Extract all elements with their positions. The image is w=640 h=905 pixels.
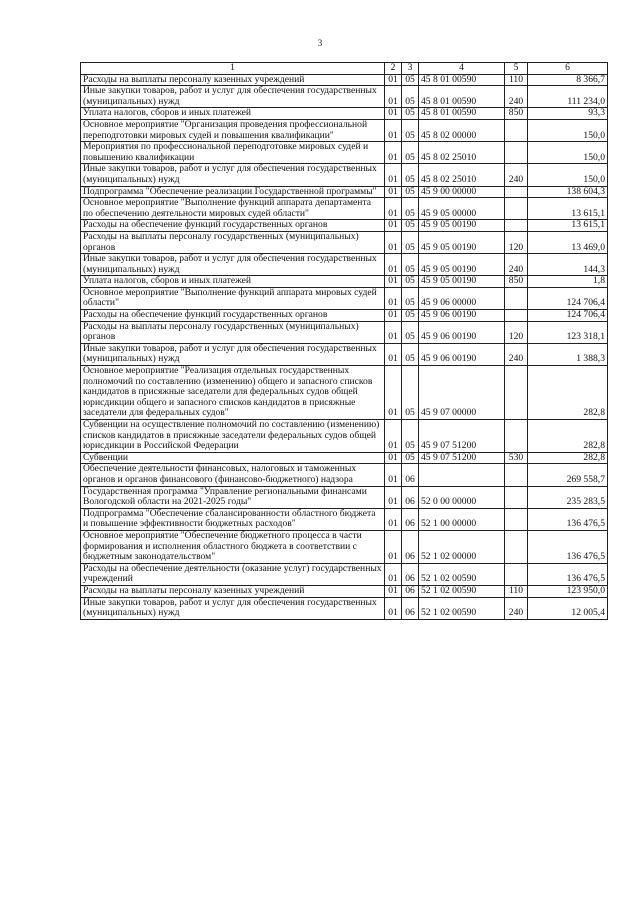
amount-cell: 123 950,0 xyxy=(528,585,608,597)
section-code-cell: 01 xyxy=(385,254,402,276)
expense-type-cell xyxy=(505,287,528,309)
target-article-cell: 45 9 07 51200 xyxy=(419,452,505,464)
subsection-code-cell: 05 xyxy=(402,119,419,141)
subsection-code-cell: 05 xyxy=(402,142,419,164)
table-row xyxy=(81,597,608,619)
section-code-cell: 01 xyxy=(385,321,402,343)
table-row xyxy=(81,420,608,453)
expense-type-cell xyxy=(505,464,528,486)
amount-cell: 235 283,5 xyxy=(528,486,608,508)
amount-cell: 8 366,7 xyxy=(528,74,608,86)
row-name-cell: Иные закупки товаров, работ и услуг для обеспечения государственных (муниципальных) нужд xyxy=(81,597,385,619)
table-row xyxy=(81,563,608,585)
subsection-code-cell: 05 xyxy=(402,164,419,186)
table-row xyxy=(81,287,608,309)
table-row xyxy=(81,186,608,198)
amount-cell: 136 476,5 xyxy=(528,563,608,585)
amount-cell: 13 615,1 xyxy=(528,198,608,220)
row-name-cell: Подпрограмма "Обеспечение сбалансированности областного бюджета и повышение эффективности бюджетных расходов" xyxy=(81,508,385,530)
target-article-cell: 45 9 06 00190 xyxy=(419,310,505,322)
section-code-cell: 01 xyxy=(385,464,402,486)
target-article-cell: 45 8 01 00590 xyxy=(419,86,505,108)
section-code-cell: 01 xyxy=(385,142,402,164)
subsection-code-cell: 06 xyxy=(402,464,419,486)
table-row xyxy=(81,119,608,141)
subsection-code-cell: 05 xyxy=(402,254,419,276)
subsection-code-cell: 05 xyxy=(402,231,419,253)
section-code-cell: 01 xyxy=(385,585,402,597)
target-article-cell: 45 9 07 00000 xyxy=(419,366,505,420)
table-row xyxy=(81,452,608,464)
row-name-cell: Иные закупки товаров, работ и услуг для обеспечения государственных (муниципальных) нужд xyxy=(81,254,385,276)
section-code-cell: 01 xyxy=(385,164,402,186)
subsection-code-cell: 05 xyxy=(402,366,419,420)
expense-type-cell: 850 xyxy=(505,108,528,120)
subsection-code-cell: 05 xyxy=(402,321,419,343)
expense-type-cell: 240 xyxy=(505,86,528,108)
table-row xyxy=(81,86,608,108)
target-article-cell: 52 1 02 00590 xyxy=(419,585,505,597)
expense-type-cell xyxy=(505,220,528,232)
subsection-code-cell: 05 xyxy=(402,276,419,288)
budget-table xyxy=(80,62,608,620)
row-name-cell: Основное мероприятие "Выполнение функций аппарата департамента по обеспечению деятельности мировых судей области" xyxy=(81,198,385,220)
expense-type-cell xyxy=(505,530,528,563)
table-row xyxy=(81,164,608,186)
table-row xyxy=(81,254,608,276)
target-article-cell: 52 1 02 00590 xyxy=(419,563,505,585)
table-row xyxy=(81,530,608,563)
amount-cell: 124 706,4 xyxy=(528,310,608,322)
expense-type-cell: 120 xyxy=(505,321,528,343)
expense-type-cell xyxy=(505,142,528,164)
expense-type-cell: 240 xyxy=(505,254,528,276)
amount-cell: 282,8 xyxy=(528,420,608,453)
expense-type-cell xyxy=(505,508,528,530)
row-name-cell: Субвенции на осуществление полномочий по составлению (изменению) списков кандидатов в присяжные заседатели федеральных судов общей юрисдикции в Российской Федерации xyxy=(81,420,385,453)
expense-type-cell xyxy=(505,186,528,198)
target-article-cell: 45 9 05 00190 xyxy=(419,254,505,276)
table-row xyxy=(81,231,608,253)
row-name-cell: Субвенции xyxy=(81,452,385,464)
target-article-cell: 45 9 06 00190 xyxy=(419,321,505,343)
amount-cell: 282,8 xyxy=(528,366,608,420)
target-article-cell: 45 9 05 00190 xyxy=(419,220,505,232)
expense-type-cell xyxy=(505,366,528,420)
subsection-code-cell: 06 xyxy=(402,530,419,563)
amount-cell: 150,0 xyxy=(528,164,608,186)
target-article-cell xyxy=(419,464,505,486)
target-article-cell: 45 9 00 00000 xyxy=(419,186,505,198)
section-code-cell: 01 xyxy=(385,276,402,288)
header-row xyxy=(81,63,608,75)
subsection-code-cell: 05 xyxy=(402,198,419,220)
subsection-code-cell: 05 xyxy=(402,186,419,198)
target-article-cell: 45 9 05 00190 xyxy=(419,231,505,253)
row-name-cell: Основное мероприятие "Организация проведения профессиональной переподготовки мировых судей и повышения квалификации" xyxy=(81,119,385,141)
header-cell: 4 xyxy=(419,63,505,75)
target-article-cell: 52 1 00 00000 xyxy=(419,508,505,530)
target-article-cell: 45 8 02 25010 xyxy=(419,142,505,164)
header-cell: 6 xyxy=(528,63,608,75)
table-row xyxy=(81,142,608,164)
expense-type-cell xyxy=(505,310,528,322)
section-code-cell: 01 xyxy=(385,119,402,141)
amount-cell: 144,3 xyxy=(528,254,608,276)
table-row xyxy=(81,220,608,232)
row-name-cell: Расходы на выплаты персоналу казенных учреждений xyxy=(81,585,385,597)
row-name-cell: Иные закупки товаров, работ и услуг для обеспечения государственных (муниципальных) нужд xyxy=(81,164,385,186)
amount-cell: 136 476,5 xyxy=(528,530,608,563)
row-name-cell: Подпрограмма "Обеспечение реализации Государственной программы" xyxy=(81,186,385,198)
table-row xyxy=(81,508,608,530)
expense-type-cell: 240 xyxy=(505,164,528,186)
subsection-code-cell: 05 xyxy=(402,74,419,86)
row-name-cell: Мероприятия по профессиональной переподготовке мировых судей и повышению квалификации xyxy=(81,142,385,164)
expense-type-cell: 240 xyxy=(505,597,528,619)
target-article-cell: 52 1 02 00000 xyxy=(419,530,505,563)
table-row xyxy=(81,343,608,365)
section-code-cell: 01 xyxy=(385,597,402,619)
amount-cell: 136 476,5 xyxy=(528,508,608,530)
amount-cell: 1,8 xyxy=(528,276,608,288)
row-name-cell: Расходы на обеспечение деятельности (оказание услуг) государственных учреждений xyxy=(81,563,385,585)
section-code-cell: 01 xyxy=(385,220,402,232)
header-cell: 1 xyxy=(81,63,385,75)
table-row xyxy=(81,486,608,508)
amount-cell: 123 318,1 xyxy=(528,321,608,343)
row-name-cell: Иные закупки товаров, работ и услуг для обеспечения государственных (муниципальных) нужд xyxy=(81,86,385,108)
table-row xyxy=(81,366,608,420)
expense-type-cell xyxy=(505,119,528,141)
section-code-cell: 01 xyxy=(385,74,402,86)
target-article-cell: 45 9 05 00190 xyxy=(419,276,505,288)
table-row xyxy=(81,276,608,288)
target-article-cell: 45 9 06 00000 xyxy=(419,287,505,309)
section-code-cell: 01 xyxy=(385,530,402,563)
subsection-code-cell: 06 xyxy=(402,585,419,597)
table-row xyxy=(81,310,608,322)
subsection-code-cell: 05 xyxy=(402,452,419,464)
target-article-cell: 45 9 07 51200 xyxy=(419,420,505,453)
amount-cell: 269 558,7 xyxy=(528,464,608,486)
target-article-cell: 45 9 06 00190 xyxy=(419,343,505,365)
row-name-cell: Основное мероприятие "Выполнение функций аппарата мировых судей области" xyxy=(81,287,385,309)
expense-type-cell xyxy=(505,563,528,585)
section-code-cell: 01 xyxy=(385,508,402,530)
row-name-cell: Расходы на выплаты персоналу государственных (муниципальных) органов xyxy=(81,321,385,343)
table-row xyxy=(81,74,608,86)
amount-cell: 12 005,4 xyxy=(528,597,608,619)
header-cell: 5 xyxy=(505,63,528,75)
table-row xyxy=(81,198,608,220)
section-code-cell: 01 xyxy=(385,486,402,508)
subsection-code-cell: 06 xyxy=(402,563,419,585)
row-name-cell: Иные закупки товаров, работ и услуг для обеспечения государственных (муниципальных) нужд xyxy=(81,343,385,365)
expense-type-cell: 850 xyxy=(505,276,528,288)
expense-type-cell: 240 xyxy=(505,343,528,365)
subsection-code-cell: 06 xyxy=(402,486,419,508)
target-article-cell: 45 9 05 00000 xyxy=(419,198,505,220)
section-code-cell: 01 xyxy=(385,186,402,198)
expense-type-cell: 110 xyxy=(505,585,528,597)
row-name-cell: Основное мероприятие "Обеспечение бюджетного процесса в части формирования и исполнения областного бюджета в соответствии с бюджетным законодательством" xyxy=(81,530,385,563)
section-code-cell: 01 xyxy=(385,420,402,453)
section-code-cell: 01 xyxy=(385,287,402,309)
row-name-cell: Государственная программа "Управление региональными финансами Вологодской области на 2021-2025 годы" xyxy=(81,486,385,508)
row-name-cell: Уплата налогов, сборов и иных платежей xyxy=(81,276,385,288)
amount-cell: 13 469,0 xyxy=(528,231,608,253)
amount-cell: 124 706,4 xyxy=(528,287,608,309)
target-article-cell: 45 8 02 00000 xyxy=(419,119,505,141)
expense-type-cell xyxy=(505,420,528,453)
subsection-code-cell: 05 xyxy=(402,420,419,453)
subsection-code-cell: 06 xyxy=(402,508,419,530)
section-code-cell: 01 xyxy=(385,563,402,585)
amount-cell: 282,8 xyxy=(528,452,608,464)
amount-cell: 150,0 xyxy=(528,119,608,141)
subsection-code-cell: 05 xyxy=(402,310,419,322)
row-name-cell: Расходы на обеспечение функций государственных органов xyxy=(81,220,385,232)
amount-cell: 138 604,3 xyxy=(528,186,608,198)
table-row xyxy=(81,108,608,120)
section-code-cell: 01 xyxy=(385,343,402,365)
section-code-cell: 01 xyxy=(385,231,402,253)
section-code-cell: 01 xyxy=(385,310,402,322)
expense-type-cell xyxy=(505,486,528,508)
amount-cell: 111 234,0 xyxy=(528,86,608,108)
expense-type-cell: 110 xyxy=(505,74,528,86)
amount-cell: 1 388,3 xyxy=(528,343,608,365)
header-cell: 2 xyxy=(385,63,402,75)
section-code-cell: 01 xyxy=(385,366,402,420)
page-number: 3 xyxy=(317,38,323,48)
row-name-cell: Расходы на выплаты персоналу государственных (муниципальных) органов xyxy=(81,231,385,253)
expense-type-cell: 530 xyxy=(505,452,528,464)
row-name-cell: Расходы на обеспечение функций государственных органов xyxy=(81,310,385,322)
subsection-code-cell: 06 xyxy=(402,597,419,619)
target-article-cell: 45 8 01 00590 xyxy=(419,74,505,86)
section-code-cell: 01 xyxy=(385,452,402,464)
subsection-code-cell: 05 xyxy=(402,86,419,108)
amount-cell: 150,0 xyxy=(528,142,608,164)
table-row xyxy=(81,585,608,597)
subsection-code-cell: 05 xyxy=(402,108,419,120)
subsection-code-cell: 05 xyxy=(402,220,419,232)
target-article-cell: 45 8 02 25010 xyxy=(419,164,505,186)
row-name-cell: Уплата налогов, сборов и иных платежей xyxy=(81,108,385,120)
table-row xyxy=(81,464,608,486)
section-code-cell: 01 xyxy=(385,86,402,108)
target-article-cell: 52 1 02 00590 xyxy=(419,597,505,619)
section-code-cell: 01 xyxy=(385,108,402,120)
expense-type-cell: 120 xyxy=(505,231,528,253)
amount-cell: 13 615,1 xyxy=(528,220,608,232)
target-article-cell: 45 8 01 00590 xyxy=(419,108,505,120)
expense-type-cell xyxy=(505,198,528,220)
header-cell: 3 xyxy=(402,63,419,75)
amount-cell: 93,3 xyxy=(528,108,608,120)
row-name-cell: Расходы на выплаты персоналу казенных учреждений xyxy=(81,74,385,86)
section-code-cell: 01 xyxy=(385,198,402,220)
row-name-cell: Обеспечение деятельности финансовых, налоговых и таможенных органов и органов финансового (финансово-бюджетного) надзора xyxy=(81,464,385,486)
table-row xyxy=(81,321,608,343)
subsection-code-cell: 05 xyxy=(402,343,419,365)
target-article-cell: 52 0 00 00000 xyxy=(419,486,505,508)
subsection-code-cell: 05 xyxy=(402,287,419,309)
row-name-cell: Основное мероприятие "Реализация отдельных государственных полномочий по составлению (изменению) общего и запасного списков кандидатов в присяжные заседатели для федеральных судов общей юрисдикции общего и запасного списков кандидатов в присяжные заседатели для федеральных судов" xyxy=(81,366,385,420)
